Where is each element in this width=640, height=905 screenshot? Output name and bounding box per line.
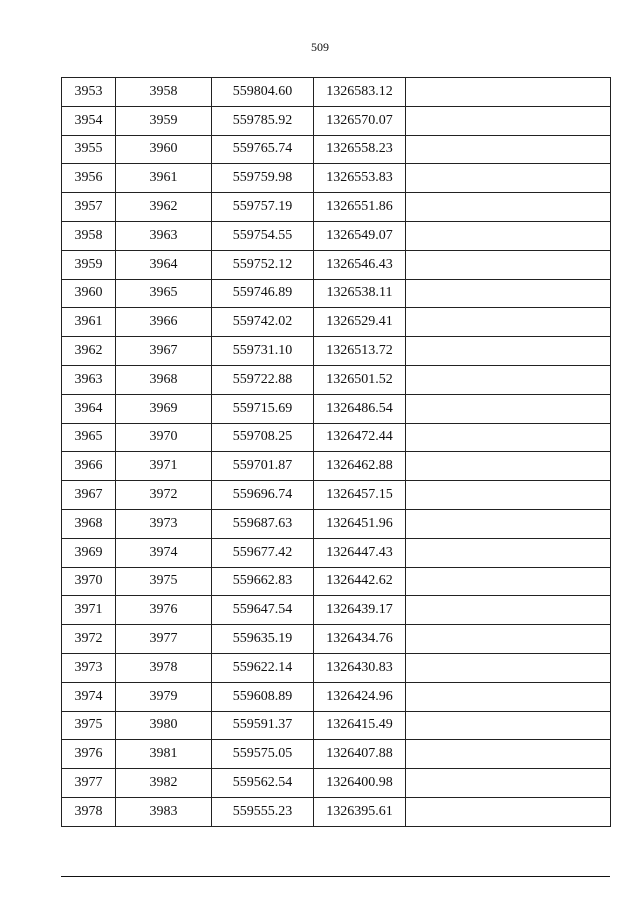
point-b-cell: 3976 — [116, 596, 212, 625]
note-cell — [406, 625, 611, 654]
x-coordinate-cell: 559722.88 — [212, 365, 314, 394]
table-row — [62, 567, 611, 596]
y-coordinate-cell: 1326451.96 — [314, 509, 406, 538]
note-cell — [406, 740, 611, 769]
x-coordinate-cell: 559696.74 — [212, 481, 314, 510]
point-b-cell: 3966 — [116, 308, 212, 337]
y-coordinate-cell: 1326513.72 — [314, 337, 406, 366]
note-cell — [406, 135, 611, 164]
note-cell — [406, 596, 611, 625]
x-coordinate-cell: 559708.25 — [212, 423, 314, 452]
point-b-cell: 3958 — [116, 78, 212, 107]
point-a-cell: 3967 — [62, 481, 116, 510]
x-coordinate-cell: 559785.92 — [212, 106, 314, 135]
table-row — [62, 250, 611, 279]
x-coordinate-cell: 559647.54 — [212, 596, 314, 625]
note-cell — [406, 538, 611, 567]
note-cell — [406, 769, 611, 798]
y-coordinate-cell: 1326583.12 — [314, 78, 406, 107]
point-a-cell: 3974 — [62, 682, 116, 711]
x-coordinate-cell: 559759.98 — [212, 164, 314, 193]
y-coordinate-cell: 1326546.43 — [314, 250, 406, 279]
point-a-cell: 3976 — [62, 740, 116, 769]
point-b-cell: 3973 — [116, 509, 212, 538]
note-cell — [406, 682, 611, 711]
point-a-cell: 3957 — [62, 193, 116, 222]
x-coordinate-cell: 559804.60 — [212, 78, 314, 107]
point-b-cell: 3982 — [116, 769, 212, 798]
table-row — [62, 538, 611, 567]
table-row — [62, 394, 611, 423]
point-b-cell: 3961 — [116, 164, 212, 193]
point-b-cell: 3968 — [116, 365, 212, 394]
note-cell — [406, 164, 611, 193]
note-cell — [406, 106, 611, 135]
x-coordinate-cell: 559731.10 — [212, 337, 314, 366]
point-a-cell: 3960 — [62, 279, 116, 308]
point-b-cell: 3967 — [116, 337, 212, 366]
table-row — [62, 509, 611, 538]
table-row — [62, 78, 611, 107]
y-coordinate-cell: 1326400.98 — [314, 769, 406, 798]
x-coordinate-cell: 559608.89 — [212, 682, 314, 711]
note-cell — [406, 797, 611, 826]
point-a-cell: 3961 — [62, 308, 116, 337]
note-cell — [406, 509, 611, 538]
table-row — [62, 221, 611, 250]
point-a-cell: 3978 — [62, 797, 116, 826]
x-coordinate-cell: 559687.63 — [212, 509, 314, 538]
point-a-cell: 3959 — [62, 250, 116, 279]
y-coordinate-cell: 1326486.54 — [314, 394, 406, 423]
y-coordinate-cell: 1326430.83 — [314, 653, 406, 682]
note-cell — [406, 452, 611, 481]
x-coordinate-cell: 559575.05 — [212, 740, 314, 769]
note-cell — [406, 221, 611, 250]
y-coordinate-cell: 1326424.96 — [314, 682, 406, 711]
point-a-cell: 3968 — [62, 509, 116, 538]
point-b-cell: 3975 — [116, 567, 212, 596]
point-a-cell: 3973 — [62, 653, 116, 682]
point-a-cell: 3970 — [62, 567, 116, 596]
table-row — [62, 164, 611, 193]
table-row — [62, 797, 611, 826]
table-row — [62, 279, 611, 308]
x-coordinate-cell: 559677.42 — [212, 538, 314, 567]
y-coordinate-cell: 1326447.43 — [314, 538, 406, 567]
footer-rule — [61, 876, 610, 877]
point-a-cell: 3966 — [62, 452, 116, 481]
y-coordinate-cell: 1326551.86 — [314, 193, 406, 222]
y-coordinate-cell: 1326462.88 — [314, 452, 406, 481]
x-coordinate-cell: 559701.87 — [212, 452, 314, 481]
x-coordinate-cell: 559715.69 — [212, 394, 314, 423]
x-coordinate-cell: 559742.02 — [212, 308, 314, 337]
point-b-cell: 3983 — [116, 797, 212, 826]
point-b-cell: 3959 — [116, 106, 212, 135]
page-number: 509 — [311, 40, 329, 54]
y-coordinate-cell: 1326434.76 — [314, 625, 406, 654]
point-b-cell: 3964 — [116, 250, 212, 279]
point-b-cell: 3978 — [116, 653, 212, 682]
note-cell — [406, 481, 611, 510]
point-a-cell: 3962 — [62, 337, 116, 366]
point-a-cell: 3958 — [62, 221, 116, 250]
y-coordinate-cell: 1326439.17 — [314, 596, 406, 625]
note-cell — [406, 279, 611, 308]
point-b-cell: 3969 — [116, 394, 212, 423]
x-coordinate-cell: 559622.14 — [212, 653, 314, 682]
y-coordinate-cell: 1326395.61 — [314, 797, 406, 826]
y-coordinate-cell: 1326415.49 — [314, 711, 406, 740]
y-coordinate-cell: 1326457.15 — [314, 481, 406, 510]
coordinates-table — [61, 77, 611, 827]
table-row — [62, 193, 611, 222]
table-row — [62, 337, 611, 366]
point-b-cell: 3965 — [116, 279, 212, 308]
y-coordinate-cell: 1326407.88 — [314, 740, 406, 769]
table-row — [62, 365, 611, 394]
point-a-cell: 3955 — [62, 135, 116, 164]
x-coordinate-cell: 559754.55 — [212, 221, 314, 250]
y-coordinate-cell: 1326549.07 — [314, 221, 406, 250]
table-row — [62, 740, 611, 769]
table-row — [62, 711, 611, 740]
point-b-cell: 3980 — [116, 711, 212, 740]
x-coordinate-cell: 559662.83 — [212, 567, 314, 596]
point-a-cell: 3971 — [62, 596, 116, 625]
table-row — [62, 596, 611, 625]
point-a-cell: 3953 — [62, 78, 116, 107]
point-b-cell: 3981 — [116, 740, 212, 769]
point-b-cell: 3971 — [116, 452, 212, 481]
point-a-cell: 3975 — [62, 711, 116, 740]
point-b-cell: 3977 — [116, 625, 212, 654]
y-coordinate-cell: 1326501.52 — [314, 365, 406, 394]
note-cell — [406, 250, 611, 279]
table-row — [62, 481, 611, 510]
table-row — [62, 106, 611, 135]
point-a-cell: 3969 — [62, 538, 116, 567]
table-row — [62, 769, 611, 798]
point-a-cell: 3956 — [62, 164, 116, 193]
note-cell — [406, 308, 611, 337]
point-b-cell: 3962 — [116, 193, 212, 222]
y-coordinate-cell: 1326558.23 — [314, 135, 406, 164]
y-coordinate-cell: 1326472.44 — [314, 423, 406, 452]
x-coordinate-cell: 559765.74 — [212, 135, 314, 164]
table-row — [62, 625, 611, 654]
point-a-cell: 3964 — [62, 394, 116, 423]
note-cell — [406, 365, 611, 394]
point-b-cell: 3960 — [116, 135, 212, 164]
x-coordinate-cell: 559752.12 — [212, 250, 314, 279]
x-coordinate-cell: 559591.37 — [212, 711, 314, 740]
point-a-cell: 3954 — [62, 106, 116, 135]
note-cell — [406, 423, 611, 452]
table-row — [62, 452, 611, 481]
x-coordinate-cell: 559562.54 — [212, 769, 314, 798]
note-cell — [406, 193, 611, 222]
note-cell — [406, 78, 611, 107]
point-a-cell: 3977 — [62, 769, 116, 798]
note-cell — [406, 567, 611, 596]
coordinates-table-body — [62, 78, 611, 827]
table-row — [62, 308, 611, 337]
y-coordinate-cell: 1326442.62 — [314, 567, 406, 596]
table-row — [62, 682, 611, 711]
point-b-cell: 3970 — [116, 423, 212, 452]
y-coordinate-cell: 1326538.11 — [314, 279, 406, 308]
table-row — [62, 653, 611, 682]
x-coordinate-cell: 559555.23 — [212, 797, 314, 826]
note-cell — [406, 711, 611, 740]
note-cell — [406, 653, 611, 682]
note-cell — [406, 337, 611, 366]
point-b-cell: 3974 — [116, 538, 212, 567]
x-coordinate-cell: 559635.19 — [212, 625, 314, 654]
point-b-cell: 3963 — [116, 221, 212, 250]
point-b-cell: 3979 — [116, 682, 212, 711]
x-coordinate-cell: 559757.19 — [212, 193, 314, 222]
y-coordinate-cell: 1326553.83 — [314, 164, 406, 193]
table-row — [62, 423, 611, 452]
note-cell — [406, 394, 611, 423]
point-a-cell: 3965 — [62, 423, 116, 452]
y-coordinate-cell: 1326529.41 — [314, 308, 406, 337]
point-a-cell: 3963 — [62, 365, 116, 394]
point-a-cell: 3972 — [62, 625, 116, 654]
x-coordinate-cell: 559746.89 — [212, 279, 314, 308]
y-coordinate-cell: 1326570.07 — [314, 106, 406, 135]
point-b-cell: 3972 — [116, 481, 212, 510]
table-row — [62, 135, 611, 164]
